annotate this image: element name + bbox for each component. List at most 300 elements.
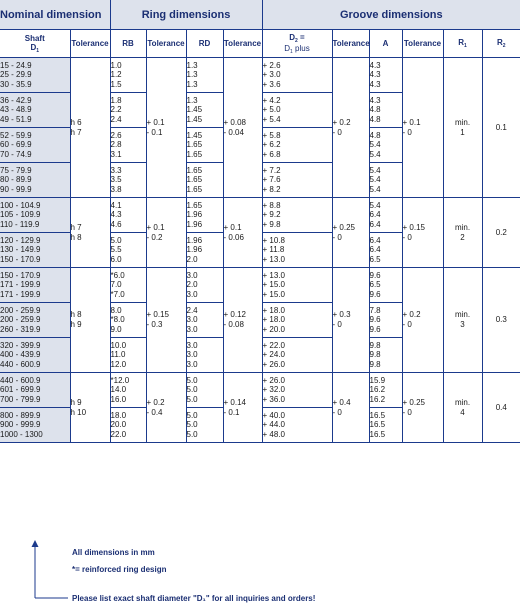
rb-value-cell <box>110 163 146 198</box>
rb-value-cell-line: *7.0 <box>110 289 125 299</box>
shaft-tolerance-cell-line: h 10 <box>70 407 87 417</box>
d2-value-cell-line: + 40.0 <box>262 410 285 420</box>
d2-value-cell-line: + 26.0 <box>262 359 285 369</box>
shaft-range-cell-line: 700 - 799.9 <box>0 394 41 404</box>
a-value-cell-line: 16.2 <box>369 385 386 395</box>
d2-tolerance-header: Tolerance <box>332 30 369 58</box>
a-value-cell <box>369 198 402 233</box>
rd-tolerance-cell <box>223 198 262 268</box>
rd-tolerance-cell-line: - 0.06 <box>223 232 244 242</box>
rb-tolerance-cell <box>146 373 186 443</box>
a-value-cell-line: 15.9 <box>369 375 386 385</box>
rd-value-cell-line: 1.96 <box>186 245 203 255</box>
rb-value-cell-line: 20.0 <box>110 420 127 430</box>
rd-tolerance-cell-line: - 0.04 <box>223 127 244 137</box>
d2-value-cell <box>262 128 332 163</box>
d2-value-cell-line: + 32.0 <box>262 385 285 395</box>
shaft-range-cell <box>0 373 70 408</box>
d2-tolerance-cell-line: - 0 <box>332 232 342 242</box>
a-value-cell <box>369 128 402 163</box>
r2-column-header: $R_2$ <box>482 30 520 58</box>
rb-value-cell <box>110 233 146 268</box>
d2-value-cell-line: + 2.6 <box>262 60 281 70</box>
rb-value-cell <box>110 93 146 128</box>
shaft-range-cell-line: 100 - 104.9 <box>0 200 41 210</box>
a-value-cell-line: 5.4 <box>369 184 381 194</box>
a-value-cell-line: 6.4 <box>369 210 381 220</box>
shaft-tolerance-cell <box>70 373 110 443</box>
d2-tolerance-cell-line: - 0 <box>332 407 342 417</box>
a-value-cell <box>369 163 402 198</box>
rd-tolerance-header: Tolerance <box>223 30 262 58</box>
d2-value-cell-line: + 5.0 <box>262 105 281 115</box>
rb-value-cell-line: 3.5 <box>110 175 122 185</box>
shaft-range-cell-line: 30 - 35.9 <box>0 79 32 89</box>
rb-value-cell-line: 4.6 <box>110 219 122 229</box>
a-value-cell-line: 16.5 <box>369 420 386 430</box>
a-value-cell-line: 9.6 <box>369 270 381 280</box>
rb-value-cell-line: 2.8 <box>110 140 122 150</box>
rd-value-cell-line: 1.45 <box>186 114 203 124</box>
r1-value-cell <box>443 373 482 443</box>
d2-value-cell <box>262 93 332 128</box>
a-value-cell-line: 4.8 <box>369 105 381 115</box>
a-tolerance-cell-line: + 0.2 <box>402 310 421 320</box>
rb-value-cell <box>110 303 146 338</box>
rd-value-cell-line: 1.45 <box>186 105 203 115</box>
rd-tolerance-cell-line: + 0.08 <box>223 117 246 127</box>
table-row <box>0 268 520 303</box>
shaft-range-cell-line: 440 - 600.9 <box>0 375 41 385</box>
rd-value-cell-line: 2.0 <box>186 254 198 264</box>
shaft-column-header: Shaft $D_1$ <box>0 30 70 58</box>
rd-value-cell-line: 1.65 <box>186 184 203 194</box>
d2-value-cell-line: + 3.0 <box>262 70 281 80</box>
d2-tolerance-cell-line: + 0.2 <box>332 117 351 127</box>
r1-value-cell <box>443 268 482 373</box>
a-value-cell <box>369 58 402 93</box>
rb-value-cell-line: 2.2 <box>110 105 122 115</box>
a-tolerance-cell-line: + 0.1 <box>402 117 421 127</box>
shaft-range-cell <box>0 268 70 303</box>
units-note: All dimensions in mm <box>72 548 155 557</box>
d2-value-cell-line: + 24.0 <box>262 350 285 360</box>
rd-value-cell-line: 1.65 <box>186 175 203 185</box>
rb-value-cell-line: 2.6 <box>110 130 122 140</box>
a-tolerance-cell-line: - 0 <box>402 320 412 329</box>
rb-value-cell-line: 4.3 <box>110 210 122 220</box>
rb-value-cell <box>110 268 146 303</box>
d2-value-cell <box>262 163 332 198</box>
d2-value-cell <box>262 338 332 373</box>
shaft-range-cell <box>0 233 70 268</box>
shaft-range-cell-line: 171 - 199.9 <box>0 280 41 290</box>
r1-value-cell-line: 2 <box>460 232 465 242</box>
a-tolerance-cell <box>402 198 443 268</box>
d2-value-cell <box>262 268 332 303</box>
shaft-range-cell-line: 43 - 48.9 <box>0 105 32 115</box>
a-value-cell-line: 6.5 <box>369 280 381 290</box>
rb-value-cell <box>110 198 146 233</box>
rb-tolerance-header: Tolerance <box>146 30 186 58</box>
a-tolerance-cell-line: + 0.25 <box>402 397 425 407</box>
a-tolerance-cell-line: - 0 <box>402 407 412 417</box>
rd-value-cell <box>186 93 223 128</box>
r1-value-cell <box>443 198 482 268</box>
inquiry-note: Please list exact shaft diameter "D₁" for all inquiries and orders! <box>72 594 316 603</box>
rb-value-cell <box>110 128 146 163</box>
rd-value-cell-line: 5.0 <box>186 385 198 395</box>
rb-value-cell-line: 11.0 <box>110 350 126 360</box>
d2-value-cell <box>262 408 332 443</box>
d2-value-cell-line: + 9.2 <box>262 210 281 220</box>
shaft-tolerance-cell-line: h 7 <box>70 127 82 137</box>
d2-value-cell-line: + 36.0 <box>262 394 285 404</box>
r1-value-cell-line: min. <box>454 117 471 127</box>
shaft-range-cell-line: 90 - 99.9 <box>0 184 32 194</box>
rd-tolerance-cell-line: - 0.1 <box>223 407 240 417</box>
shaft-range-cell-line: 75 - 79.9 <box>0 165 32 175</box>
rd-value-cell-line: 1.3 <box>186 70 198 80</box>
table-row <box>0 198 520 233</box>
rd-value-cell-line: 1.96 <box>186 235 203 245</box>
d2-tolerance-cell <box>332 268 369 373</box>
rb-value-cell-line: 7.0 <box>110 280 122 290</box>
rb-value-cell-line: 9.0 <box>110 324 122 334</box>
d2-value-cell-line: + 44.0 <box>262 420 285 430</box>
rd-value-cell-line: 1.3 <box>186 95 198 105</box>
table-body <box>0 58 520 443</box>
rb-value-cell-line: 10.0 <box>110 340 127 350</box>
d2-tolerance-cell <box>332 373 369 443</box>
rd-tolerance-cell <box>223 58 262 198</box>
d2-value-cell <box>262 233 332 268</box>
d2-value-cell-line: + 48.0 <box>262 429 285 439</box>
d2-tolerance-cell-line: - 0 <box>332 127 342 137</box>
shaft-range-cell-line: 52 - 59.9 <box>0 130 32 140</box>
rd-value-cell-line: 2.0 <box>186 280 198 290</box>
d2-value-cell-line: + 10.8 <box>262 235 285 245</box>
rb-value-cell-line: 14.0 <box>110 385 127 395</box>
a-value-cell-line: 16.5 <box>369 410 386 420</box>
a-value-cell-line: 16.2 <box>369 394 386 404</box>
a-value-cell-line: 9.6 <box>369 324 381 334</box>
d2-tolerance-cell-line: + 0.25 <box>332 222 355 232</box>
a-value-cell-line: 4.3 <box>369 60 381 70</box>
a-value-cell-line: 6.4 <box>369 235 381 245</box>
rd-tolerance-cell <box>223 373 262 443</box>
r1-value-cell-line: 4 <box>460 407 465 417</box>
rd-tolerance-cell-line: + 0.14 <box>223 397 246 407</box>
rd-value-cell-line: 3.0 <box>186 270 198 280</box>
rd-value-cell <box>186 303 223 338</box>
shaft-range-cell <box>0 303 70 338</box>
rd-value-cell-line: 3.0 <box>186 359 198 369</box>
a-value-cell-line: 5.4 <box>369 175 381 185</box>
r1-value-cell-line: min. <box>454 222 471 232</box>
a-value-cell-line: 5.4 <box>369 165 381 175</box>
rd-tolerance-cell-line: + 0.1 <box>223 222 242 232</box>
a-value-cell-line: 16.5 <box>369 429 386 439</box>
a-value-cell-line: 6.4 <box>369 245 381 255</box>
d2-value-cell-line: + 6.2 <box>262 140 281 150</box>
a-column-header: A <box>369 30 402 58</box>
groove-dimensions-header: Groove dimensions <box>262 0 520 30</box>
rb-value-cell-line: *8.0 <box>110 315 125 325</box>
rb-tolerance-cell-line: - 0.4 <box>146 407 163 417</box>
a-tolerance-cell-line: + 0.15 <box>402 222 425 232</box>
d2-value-cell-line: + 13.0 <box>262 254 285 264</box>
a-value-cell-line: 4.8 <box>369 130 381 140</box>
rb-value-cell-line: 3.3 <box>110 165 122 175</box>
rd-value-cell <box>186 233 223 268</box>
rd-value-cell-line: 3.0 <box>186 350 198 360</box>
d2-value-cell-line: + 26.0 <box>262 375 285 385</box>
rd-value-cell <box>186 338 223 373</box>
shaft-range-cell-line: 260 - 319.9 <box>0 324 41 334</box>
r1-value-cell-line: min. <box>454 397 471 407</box>
r2-value-cell: 0.3 <box>482 268 520 373</box>
d2-value-cell-line: + 5.8 <box>262 130 281 140</box>
rd-value-cell <box>186 163 223 198</box>
rb-value-cell-line: 5.0 <box>110 235 122 245</box>
rb-value-cell-line: 3.8 <box>110 184 122 194</box>
rd-tolerance-cell-line: - 0.08 <box>223 320 244 329</box>
rd-value-cell-line: 1.65 <box>186 140 203 150</box>
r1-column-header: $R_1$ <box>443 30 482 58</box>
rb-tolerance-cell-line: + 0.15 <box>146 310 169 320</box>
shaft-range-cell-line: 150 - 170.9 <box>0 270 41 280</box>
shaft-tolerance-cell-line: h 7 <box>70 222 82 232</box>
shaft-range-cell <box>0 408 70 443</box>
shaft-range-cell-line: 1000 - 1300 <box>0 429 43 439</box>
d2-value-cell-line: + 18.0 <box>262 305 285 315</box>
a-tolerance-cell-line: - 0 <box>402 127 412 137</box>
shaft-range-cell-line: 15 - 24.9 <box>0 60 32 70</box>
shaft-tolerance-cell-line: h 6 <box>70 117 82 127</box>
d2-value-cell-line: + 8.8 <box>262 200 281 210</box>
rd-value-cell <box>186 58 223 93</box>
a-value-cell-line: 4.8 <box>369 114 381 124</box>
shaft-range-cell-line: 49 - 51.9 <box>0 114 32 124</box>
shaft-tolerance-cell-line: h 9 <box>70 397 82 407</box>
rd-value-cell-line: 5.0 <box>186 375 198 385</box>
a-value-cell-line: 5.4 <box>369 149 381 159</box>
a-value-cell-line: 5.4 <box>369 200 381 210</box>
rd-value-cell-line: 2.4 <box>186 305 198 315</box>
shaft-range-cell-line: 900 - 999.9 <box>0 420 41 430</box>
shaft-range-cell-line: 200 - 259.9 <box>0 305 41 315</box>
shaft-tolerance-cell <box>70 268 110 373</box>
a-value-cell <box>369 338 402 373</box>
rd-column-header: RD <box>186 30 223 58</box>
rb-tolerance-cell-line: + 0.1 <box>146 117 165 127</box>
shaft-range-cell-line: 120 - 129.9 <box>0 235 41 245</box>
rb-value-cell-line: *12.0 <box>110 375 130 385</box>
rb-value-cell-line: 5.5 <box>110 245 122 255</box>
rd-value-cell-line: 1.65 <box>186 165 203 175</box>
rb-value-cell-line: 8.0 <box>110 305 122 315</box>
a-tolerance-cell <box>402 373 443 443</box>
a-value-cell <box>369 268 402 303</box>
rd-value-cell <box>186 268 223 303</box>
a-value-cell <box>369 303 402 338</box>
shaft-range-cell-line: 25 - 29.9 <box>0 70 32 80</box>
shaft-range-cell <box>0 198 70 233</box>
d2-value-cell-line: + 20.0 <box>262 324 285 334</box>
shaft-range-cell-line: 60 - 69.9 <box>0 140 32 150</box>
d2-value-cell-line: + 15.0 <box>262 280 285 290</box>
rb-tolerance-cell-line: - 0.2 <box>146 232 163 242</box>
rb-value-cell-line: 6.0 <box>110 254 122 264</box>
d2-value-cell-line: + 5.4 <box>262 114 281 124</box>
rd-value-cell-line: 1.96 <box>186 219 203 229</box>
d2-value-cell-line: + 9.8 <box>262 219 281 229</box>
d2-column-header: $D_2$ = $D_1$ plus <box>262 30 332 58</box>
a-tolerance-header: Tolerance <box>402 30 443 58</box>
d2-value-cell-line: + 3.6 <box>262 79 281 89</box>
rb-tolerance-cell <box>146 58 186 198</box>
rd-value-cell-line: 1.3 <box>186 60 198 70</box>
shaft-range-cell-line: 200 - 259.9 <box>0 315 41 325</box>
a-value-cell-line: 4.3 <box>369 70 381 80</box>
a-value-cell-line: 6.4 <box>369 219 381 229</box>
shaft-range-cell-line: 80 - 89.9 <box>0 175 32 185</box>
rb-value-cell-line: 2.4 <box>110 114 122 124</box>
a-value-cell-line: 9.8 <box>369 350 381 360</box>
a-tolerance-cell <box>402 58 443 198</box>
d2-value-cell <box>262 303 332 338</box>
d2-value-cell-line: + 11.8 <box>262 245 285 255</box>
rb-value-cell-line: 4.1 <box>110 200 122 210</box>
nominal-dimension-header: Nominal dimension <box>0 0 110 30</box>
ring-dimensions-header: Ring dimensions <box>110 0 262 30</box>
d2-tolerance-cell-line: + 0.4 <box>332 397 351 407</box>
rb-column-header: RB <box>110 30 146 58</box>
rd-value-cell-line: 3.0 <box>186 289 198 299</box>
rd-value-cell-line: 1.65 <box>186 200 203 210</box>
d2-value-cell-line: + 13.0 <box>262 270 285 280</box>
shaft-tolerance-cell-line: h 9 <box>70 320 82 329</box>
shaft-range-cell-line: 110 - 119.9 <box>0 219 40 229</box>
rb-value-cell-line: 1.0 <box>110 60 122 70</box>
d2-value-cell-line: + 7.6 <box>262 175 281 185</box>
table-row <box>0 373 520 408</box>
shaft-tolerance-cell-line: h 8 <box>70 232 82 242</box>
rd-value-cell-line: 5.0 <box>186 410 198 420</box>
shaft-range-cell-line: 601 - 699.9 <box>0 385 41 395</box>
rd-value-cell-line: 1.96 <box>186 210 203 220</box>
a-value-cell-line: 4.3 <box>369 79 381 89</box>
a-value-cell-line: 4.3 <box>369 95 381 105</box>
rb-value-cell-line: 16.0 <box>110 394 127 404</box>
rb-tolerance-cell <box>146 268 186 373</box>
d2-value-cell-line: + 15.0 <box>262 289 285 299</box>
shaft-range-cell-line: 105 - 109.9 <box>0 210 41 220</box>
r2-value-cell: 0.4 <box>482 373 520 443</box>
r1-value-cell-line: min. <box>454 310 471 320</box>
rb-tolerance-cell-line: + 0.1 <box>146 222 165 232</box>
r2-value-cell: 0.2 <box>482 198 520 268</box>
shaft-range-cell <box>0 58 70 93</box>
shaft-tolerance-header: Tolerance <box>70 30 110 58</box>
rd-value-cell <box>186 373 223 408</box>
a-value-cell <box>369 373 402 408</box>
table-row <box>0 58 520 93</box>
d2-value-cell-line: + 6.8 <box>262 149 281 159</box>
shaft-range-cell-line: 320 - 399.9 <box>0 340 41 350</box>
rd-value-cell-line: 5.0 <box>186 429 198 439</box>
d2-value-cell-line: + 4.2 <box>262 95 281 105</box>
rb-value-cell <box>110 373 146 408</box>
rd-tolerance-cell-line: + 0.12 <box>223 310 246 320</box>
shaft-range-cell-line: 150 - 170.9 <box>0 254 41 264</box>
shaft-range-cell <box>0 128 70 163</box>
a-value-cell-line: 6.5 <box>369 254 381 264</box>
rb-value-cell-line: 3.1 <box>110 149 122 159</box>
rb-value-cell <box>110 408 146 443</box>
a-value-cell-line: 5.4 <box>369 140 381 150</box>
rd-value-cell-line: 3.0 <box>186 340 198 350</box>
a-tolerance-cell-line: - 0 <box>402 232 412 242</box>
r1-value-cell-line: 3 <box>460 320 465 329</box>
rb-value-cell-line: 1.8 <box>110 95 122 105</box>
d2-tolerance-cell-line: - 0 <box>332 320 342 329</box>
rd-tolerance-cell <box>223 268 262 373</box>
rd-value-cell-line: 1.45 <box>186 130 203 140</box>
d2-value-cell <box>262 58 332 93</box>
shaft-tolerance-cell-line: h 8 <box>70 310 82 320</box>
rb-tolerance-cell-line: + 0.2 <box>146 397 165 407</box>
r1-value-cell <box>443 58 482 198</box>
a-value-cell-line: 9.8 <box>369 359 381 369</box>
shaft-range-cell <box>0 163 70 198</box>
a-tolerance-cell <box>402 268 443 373</box>
rb-value-cell-line: 12.0 <box>110 359 127 369</box>
shaft-tolerance-cell <box>70 58 110 198</box>
rd-value-cell <box>186 128 223 163</box>
rd-value-cell-line: 3.0 <box>186 315 198 325</box>
r1-value-cell-line: 1 <box>460 127 465 137</box>
rd-value-cell-line: 3.0 <box>186 324 198 334</box>
rb-value-cell <box>110 58 146 93</box>
rd-value-cell-line: 1.3 <box>186 79 198 89</box>
rb-value-cell <box>110 338 146 373</box>
d2-tolerance-cell <box>332 58 369 198</box>
shaft-range-cell-line: 36 - 42.9 <box>0 95 32 105</box>
a-value-cell-line: 9.6 <box>369 315 381 325</box>
shaft-tolerance-cell <box>70 198 110 268</box>
shaft-range-cell-line: 440 - 600.9 <box>0 359 41 369</box>
shaft-range-cell-line: 70 - 74.9 <box>0 149 32 159</box>
rd-value-cell <box>186 408 223 443</box>
a-value-cell-line: 9.8 <box>369 340 381 350</box>
rb-tolerance-cell-line: - 0.3 <box>146 320 163 329</box>
rb-tolerance-cell <box>146 198 186 268</box>
shaft-range-cell <box>0 93 70 128</box>
rb-value-cell-line: 18.0 <box>110 410 127 420</box>
d2-value-cell-line: + 18.0 <box>262 315 285 325</box>
a-value-cell <box>369 408 402 443</box>
rd-value-cell-line: 5.0 <box>186 420 198 430</box>
rd-value-cell <box>186 198 223 233</box>
d2-tolerance-cell-line: + 0.3 <box>332 310 351 320</box>
shaft-range-cell-line: 130 - 149.9 <box>0 245 41 255</box>
a-value-cell <box>369 93 402 128</box>
d2-value-cell-line: + 22.0 <box>262 340 285 350</box>
shaft-range-cell-line: 400 - 439.9 <box>0 350 41 360</box>
rd-value-cell-line: 1.65 <box>186 149 203 159</box>
